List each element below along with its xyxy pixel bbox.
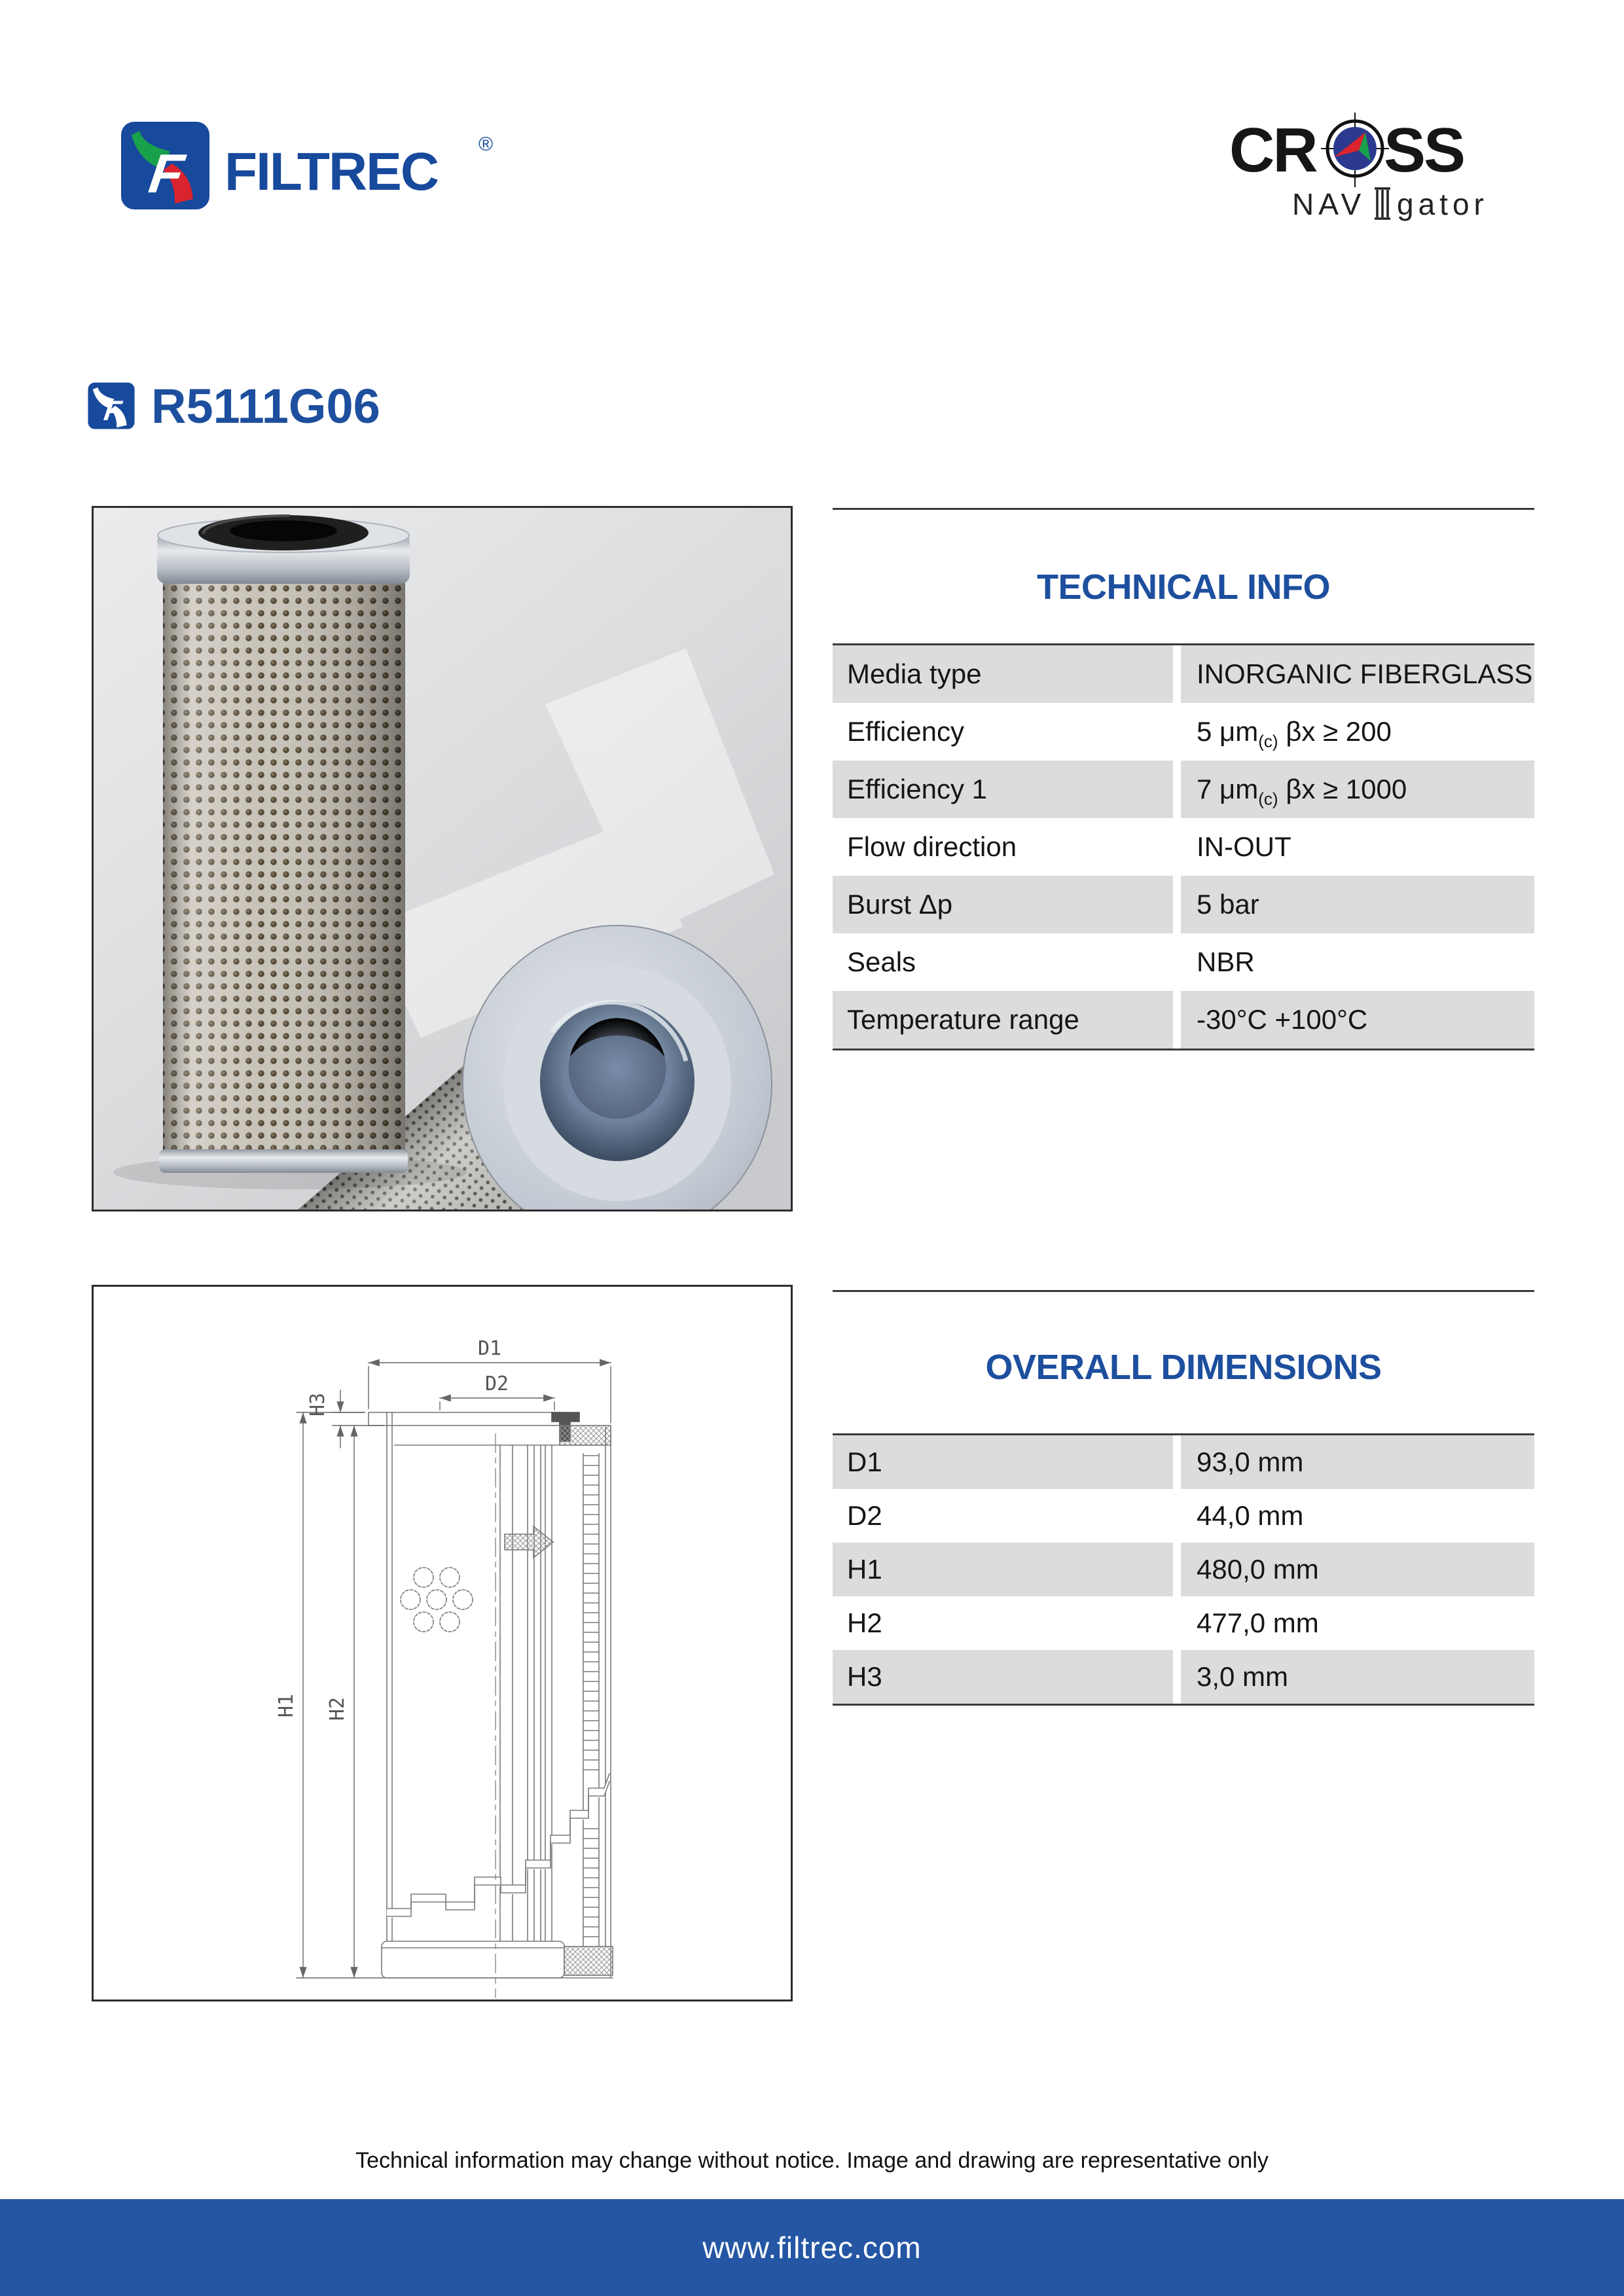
svg-text:F: F: [101, 395, 124, 427]
dim-label-h1: H1: [275, 1693, 298, 1718]
column-icon: [1375, 188, 1390, 219]
technical-info-title: TECHNICAL INFO: [1037, 567, 1330, 607]
dim-label-h3: H3: [306, 1392, 329, 1417]
row-label: D2: [833, 1489, 1173, 1543]
product-code: R5111G06: [151, 378, 380, 433]
row-value: 93,0 mm: [1181, 1435, 1534, 1489]
row-label: Flow direction: [833, 818, 1173, 876]
column-gap: [1173, 991, 1181, 1049]
row-value: 477,0 mm: [1181, 1596, 1534, 1650]
technical-drawing: [92, 1285, 793, 2001]
row-label: Burst Δp: [833, 876, 1173, 933]
website-link[interactable]: www.filtrec.com: [702, 2231, 922, 2265]
overall-dimensions-title: OVERALL DIMENSIONS: [985, 1348, 1382, 1387]
row-label: H1: [833, 1543, 1173, 1596]
column-gap: [1173, 1489, 1181, 1543]
row-value: 44,0 mm: [1181, 1489, 1534, 1543]
table-row: [833, 703, 1534, 761]
overall-dimensions-table: [833, 1433, 1534, 1706]
filtrec-wordmark: FILTREC: [225, 142, 439, 202]
row-value: 7 $\mu m_{(c)}$ βx ≥ 1000: [1181, 761, 1534, 818]
table-row: [833, 818, 1534, 876]
table-row: [833, 1543, 1534, 1596]
column-gap: [1173, 1435, 1181, 1489]
column-gap: [1173, 1596, 1181, 1650]
filtrec-logo: [120, 117, 513, 215]
table-row: [833, 1489, 1534, 1543]
cross-navigator-logo: [1229, 111, 1504, 229]
row-label: Seals: [833, 933, 1173, 991]
column-gap: [1173, 1650, 1181, 1704]
filtrec-logo-mark: [121, 122, 209, 209]
compass-icon: [1321, 113, 1389, 187]
dim-label-h2: H2: [326, 1696, 349, 1721]
navigator-part1: NAV: [1292, 187, 1366, 221]
registered-mark: ®: [478, 134, 494, 155]
navigator-part2: gator: [1397, 187, 1489, 221]
row-label: Temperature range: [833, 991, 1173, 1049]
table-row: [833, 645, 1534, 703]
row-value: 5 bar: [1181, 876, 1534, 933]
row-value: IN-OUT: [1181, 818, 1534, 876]
table-row: [833, 876, 1534, 933]
row-value: 3,0 mm: [1181, 1650, 1534, 1704]
column-gap: [1173, 703, 1181, 761]
cross-part1: CR: [1229, 115, 1316, 185]
row-value: -30°C +100°C: [1181, 991, 1534, 1049]
row-label: Media type: [833, 645, 1173, 703]
footer-bar: [0, 2199, 1624, 2296]
table-row: [833, 1596, 1534, 1650]
technical-info-divider: [833, 508, 1534, 510]
table-row: [833, 991, 1534, 1049]
column-gap: [1173, 645, 1181, 703]
row-label: D1: [833, 1435, 1173, 1489]
dim-label-d1: D1: [477, 1337, 502, 1360]
row-label: H2: [833, 1596, 1173, 1650]
technical-info-table: [833, 643, 1534, 1050]
table-row: [833, 1435, 1534, 1489]
column-gap: [1173, 1543, 1181, 1596]
row-value: NBR: [1181, 933, 1534, 991]
product-code-row: [87, 380, 873, 432]
dim-label-d2: D2: [484, 1372, 509, 1395]
row-value: 480,0 mm: [1181, 1543, 1534, 1596]
overall-dimensions-divider: [833, 1290, 1534, 1292]
row-value: 5 $\mu m_{(c)}$ βx ≥ 200: [1181, 703, 1534, 761]
cross-part2: SS: [1384, 115, 1464, 185]
logo-monogram: F: [145, 143, 188, 204]
column-gap: [1173, 761, 1181, 818]
row-label: Efficiency: [833, 703, 1173, 761]
row-value: INORGANIC FIBERGLASS: [1181, 645, 1534, 703]
table-row: [833, 1650, 1534, 1704]
column-gap: [1173, 818, 1181, 876]
row-label: H3: [833, 1650, 1173, 1704]
table-row: [833, 933, 1534, 991]
column-gap: [1173, 876, 1181, 933]
table-row: [833, 761, 1534, 818]
flow-arrow-icon: [505, 1526, 553, 1558]
row-label: Efficiency 1: [833, 761, 1173, 818]
disclaimer-text: Technical information may change without notice. Image and drawing are representative only: [355, 2148, 1269, 2173]
perforation-holes: [401, 1568, 473, 1632]
product-code-icon: [87, 382, 135, 430]
column-gap: [1173, 933, 1181, 991]
product-photo: [92, 506, 793, 1211]
